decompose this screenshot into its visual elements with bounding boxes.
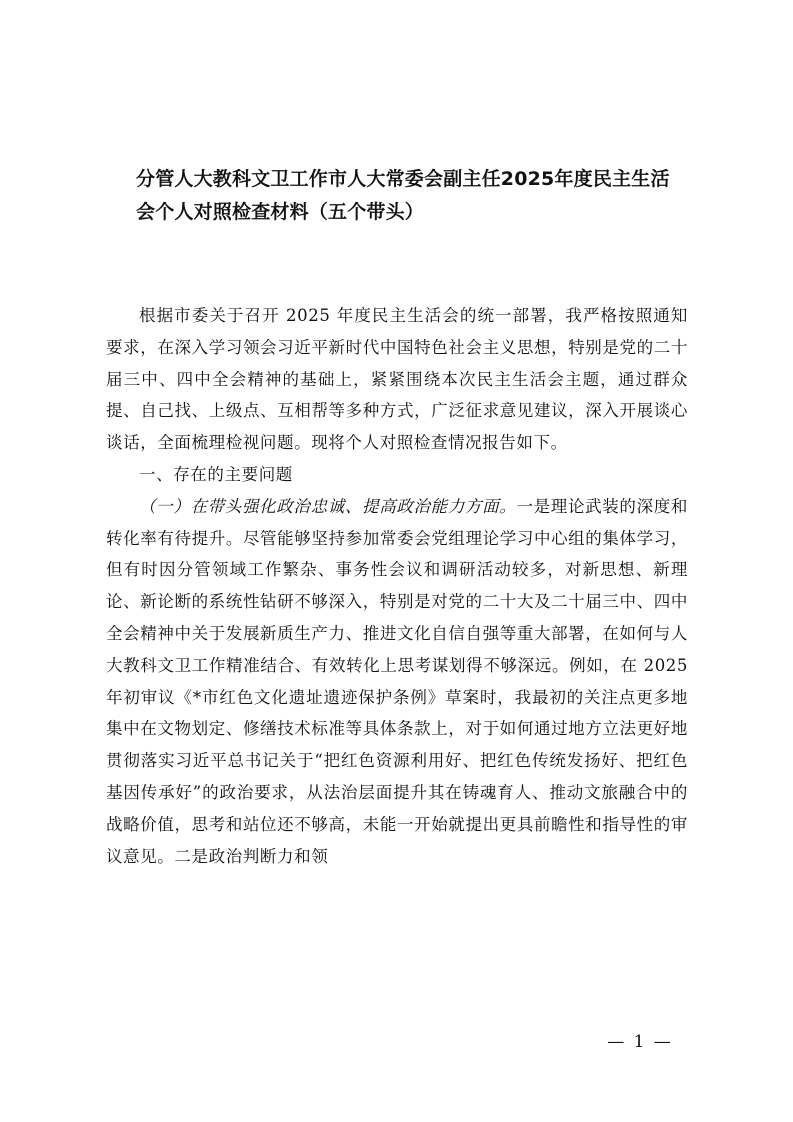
subsection-heading: （一）在带头强化政治忠诚、提高政治能力方面。 <box>139 496 517 516</box>
document-title: 分管人大教科文卫工作市人大常委会副主任2025年度民主生活会个人对照检查材料（五个带头） <box>136 168 670 223</box>
page-number: — 1 — <box>607 1032 673 1052</box>
section-heading: 一、存在的主要问题 <box>139 464 293 484</box>
document-body <box>106 300 688 872</box>
subsection-text: 一是理论武装的深度和转化率有待提升。尽管能够坚持参加常委会党组理论学习中心组的集体学习，但有时因分管领域工作繁杂、事务性会议和调研活动较多，对新思想、新理论、新论断的系统性钻研不够深入，特别是对党的二十大及二十届三中、四中全会精神中关于发展新质生产力、推进文化自信自强等重大部署，在如何与人大教科文卫工作精准结合、有效转化上思考谋划得不够深远。例如，在 2025 年初审议《*市红色文化遗址遗迹保护条例》草案时，我最初的关注点更多地集中在文物划定、修缮技术标准等具体条款上，对于如何通过地方立法更好地贯彻落实习近平总书记关于“把红色资源利用好、把红色传统发扬好、把红色基因传承好”的政治要求，从法治层面提升其在铸魂育人、推动文旅融合中的战略价值，思考和站位还不够高，未能一开始就提出更具前瞻性和指导性的审议意见。二是政治判断力和领 <box>106 496 689 866</box>
subsection-paragraph <box>106 491 688 873</box>
intro-paragraph: 根据市委关于召开 2025 年度民主生活会的统一部署，我严格按照通知要求，在深入学习领会习近平新时代中国特色社会主义思想，特别是党的二十届三中、四中全会精神的基础上，紧紧围绕本次民主生活会主题，通过群众提、自己找、上级点、互相帮等多种方式，广泛征求意见建议，深入开展谈心谈话，全面梳理检视问题。现将个人对照检查情况报告如下。 <box>106 306 688 453</box>
